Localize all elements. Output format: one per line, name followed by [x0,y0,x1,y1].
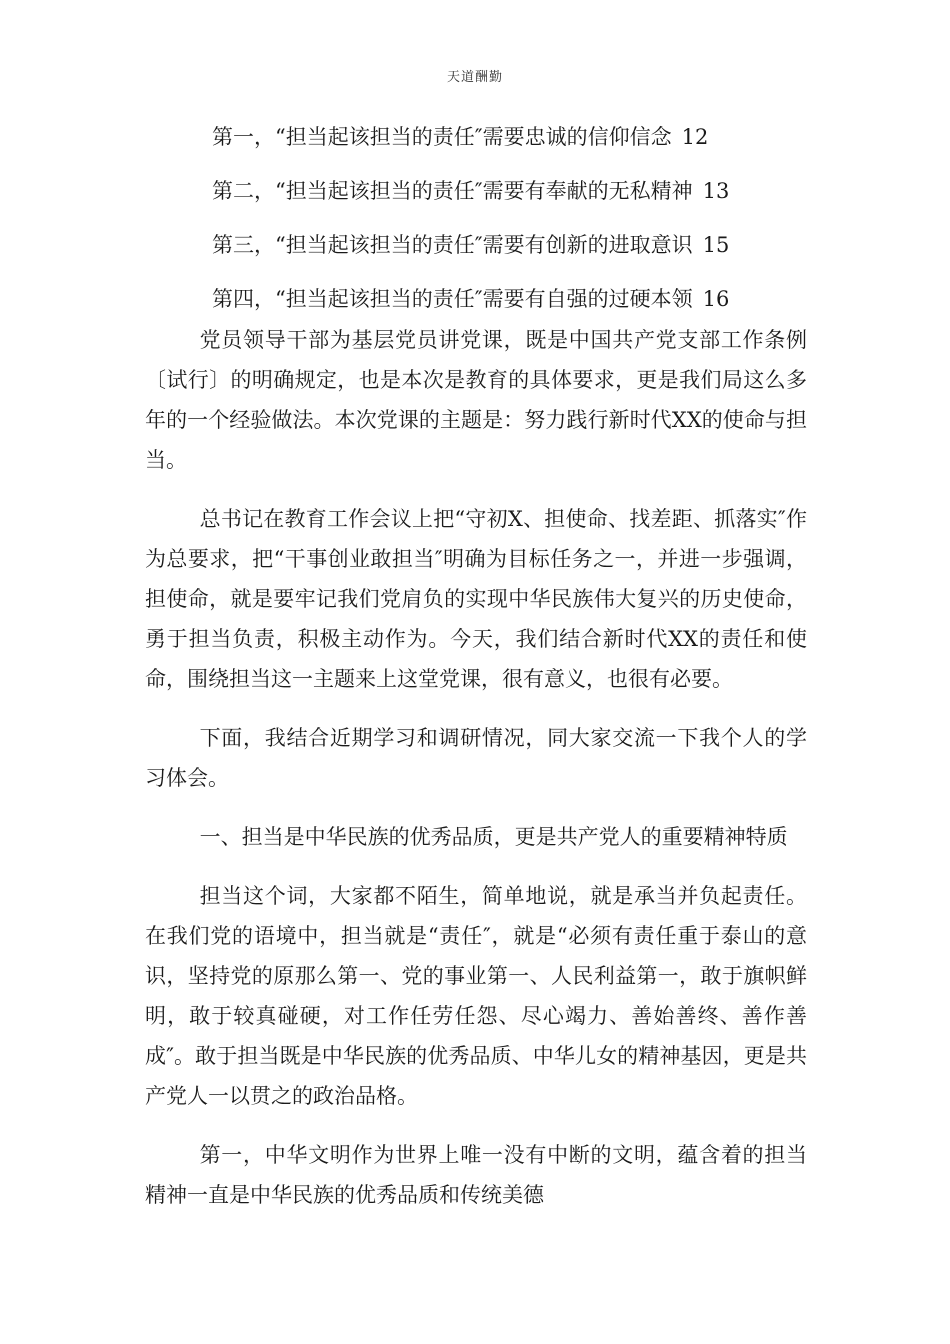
toc-item-page: 15 [702,233,730,257]
section-heading-1: 一、担当是中华民族的优秀品质，更是共产党人的重要精神特质 [199,825,788,849]
toc-item-page: 16 [702,287,730,311]
table-of-contents [212,110,852,326]
page-header: 天道酬勤 [446,70,503,85]
toc-item-4[interactable] [212,272,852,326]
paragraph-transition: 下面，我结合近期学习和调研情况，同大家交流一下我个人的学习体会。 [145,726,807,790]
toc-item-label: 第三，“担当起该担当的责任″需要有创新的进取意识 [212,233,693,257]
document-body [145,320,807,1234]
subsection-heading-1: 第一，中华文明作为世界上唯一没有中断的文明，蕴含着的担当精神一直是中华民族的优秀品质和传统美德 [145,1143,807,1207]
toc-item-page: 13 [702,179,730,203]
toc-item-page: 12 [681,125,709,149]
toc-item-3[interactable] [212,218,852,272]
paragraph-requirements: 总书记在教育工作会议上把“守初X、担使命、找差距、抓落实″作为总要求，把“干事创业敢担当″明确为目标任务之一，并进一步强调，担使命，就是要牢记我们党肩负的实现中华民族伟大复兴的历史使命，勇于担当负责，积极主动作为。今天，我们结合新时代XX的责任和使命，围绕担当这一主题来上这堂党课，很有意义，也很有必要。 [145,507,807,691]
paragraph-intro: 党员领导干部为基层党员讲党课，既是中国共产党支部工作条例〔试行〕的明确规定，也是本次是教育的具体要求，更是我们局这么多年的一个经验做法。本次党课的主题是：努力践行新时代XX的使命与担当。 [145,328,807,472]
toc-item-2[interactable] [212,164,852,218]
paragraph-definition: 担当这个词，大家都不陌生，简单地说，就是承当并负起责任。在我们党的语境中，担当就是“责任″，就是“必须有责任重于泰山的意识，坚持党的原那么第一、党的事业第一、人民利益第一，敢于旗帜鲜明，敢于较真碰硬，对工作任劳任怨、尽心竭力、善始善终、善作善成″。敢于担当既是中华民族的优秀品质、中华儿女的精神基因，更是共产党人一以贯之的政治品格。 [145,884,807,1108]
toc-item-label: 第一，“担当起该担当的责任″需要忠诚的信仰信念 [212,125,672,149]
toc-item-label: 第四，“担当起该担当的责任″需要有自强的过硬本领 [212,287,693,311]
toc-item-1[interactable] [212,110,852,164]
toc-item-label: 第二，“担当起该担当的责任″需要有奉献的无私精神 [212,179,693,203]
